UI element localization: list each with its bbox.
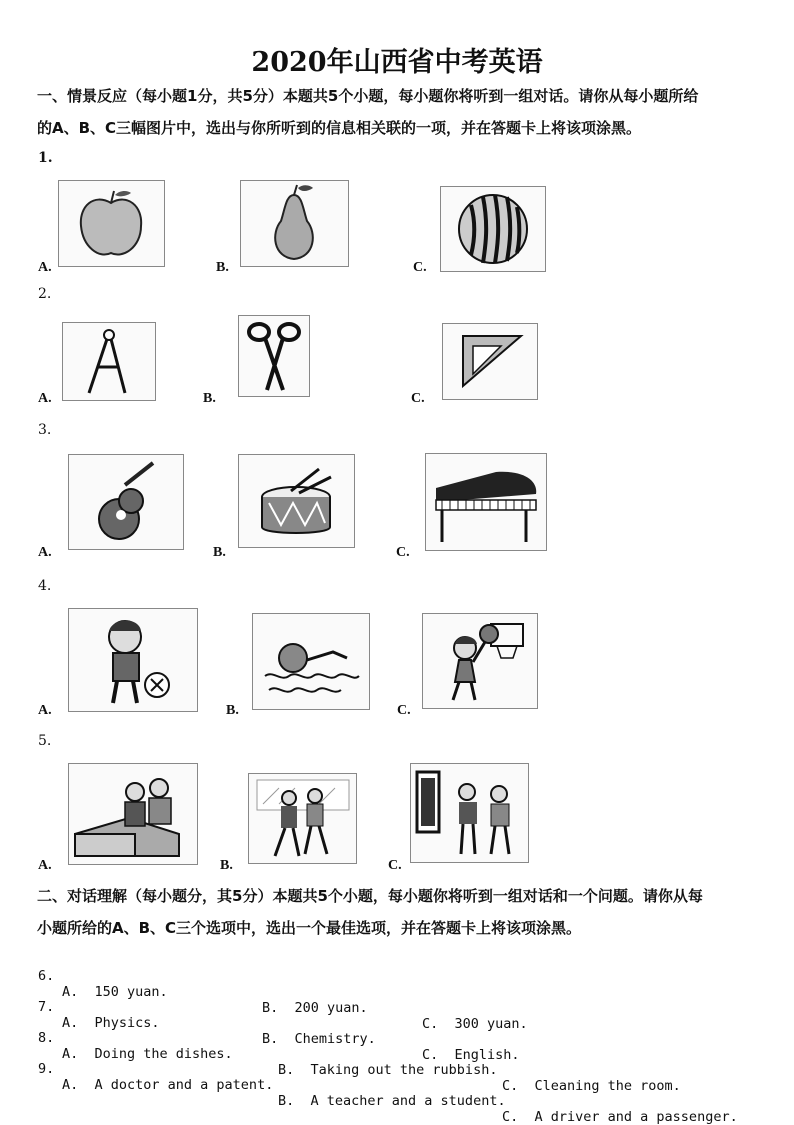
question-7-number: 7. — [38, 999, 55, 1015]
people-painting-icon — [410, 763, 529, 863]
question-5-option-a: A. — [38, 858, 52, 873]
scissors-icon — [238, 315, 310, 397]
swimming-boy-icon — [252, 613, 370, 710]
apple-icon — [58, 180, 165, 267]
basketball-girl-icon — [422, 613, 538, 709]
section1-instructions-line1: 一、情景反应（每小题1分，共5分）本题共5个小题，每小题你将听到一组对话。请你从每小题所给 — [37, 87, 699, 105]
question-9-option-c: C. A driver and a passenger. — [502, 1109, 738, 1125]
question-3-option-b: B. — [213, 545, 226, 560]
question-6-option-b: B. 200 yuan. — [262, 1000, 368, 1016]
watermelon-icon — [440, 186, 546, 272]
page-title: 2020年山西省中考英语 — [251, 47, 543, 78]
question-2-option-a: A. — [38, 391, 52, 406]
question-9-option-b: B. A teacher and a student. — [278, 1093, 506, 1109]
question-2-number: 2. — [38, 286, 52, 302]
question-5-number: 5. — [38, 733, 52, 749]
question-7-option-a: A. Physics. — [62, 1015, 160, 1031]
people-walking-icon — [248, 773, 357, 864]
question-8-option-a: A. Doing the dishes. — [62, 1046, 233, 1062]
section2-instructions — [37, 880, 761, 944]
section1-instructions-line2: 的A、B、C三幅图片中，选出与你所听到的信息相关联的一项，并在答题卡上将该项涂黑。 — [37, 119, 642, 137]
question-6-option-c: C. 300 yuan. — [422, 1016, 528, 1032]
question-1-option-b: B. — [216, 260, 229, 275]
question-7-option-c: C. English. — [422, 1047, 520, 1063]
question-4-option-a: A. — [38, 703, 52, 718]
football-boy-icon — [68, 608, 198, 712]
question-8-number: 8. — [38, 1030, 55, 1046]
question-6-number: 6. — [38, 968, 55, 984]
question-7-option-b: B. Chemistry. — [262, 1031, 376, 1047]
section2-instructions-line2: 小题所给的A、B、C三个选项中，选出一个最佳选项，并在答题卡上将该项涂黑。 — [37, 919, 582, 937]
question-2-option-b: B. — [203, 391, 216, 406]
question-8-option-c: C. Cleaning the room. — [502, 1078, 681, 1094]
question-4-number: 4. — [38, 578, 52, 594]
question-8-option-b: B. Taking out the rubbish. — [278, 1062, 498, 1078]
question-5-option-c: C. — [388, 858, 402, 873]
drum-icon — [238, 454, 355, 548]
question-4-option-c: C. — [397, 703, 411, 718]
question-1-option-a: A. — [38, 260, 52, 275]
question-6-option-a: A. 150 yuan. — [62, 984, 168, 1000]
guitar-icon — [68, 454, 184, 550]
compass-icon — [62, 322, 156, 401]
piano-icon — [425, 453, 547, 551]
pear-icon — [240, 180, 349, 267]
section1-instructions — [37, 80, 761, 144]
question-3-option-c: C. — [396, 545, 410, 560]
question-3-number: 3. — [38, 422, 52, 438]
question-9-option-a: A. A doctor and a patent. — [62, 1077, 274, 1093]
question-1-number: 1. — [38, 150, 53, 166]
question-1-option-c: C. — [413, 260, 427, 275]
question-2-option-c: C. — [411, 391, 425, 406]
question-9-number: 9. — [38, 1061, 55, 1077]
question-5-option-b: B. — [220, 858, 233, 873]
people-sofa-icon — [68, 763, 198, 865]
question-3-option-a: A. — [38, 545, 52, 560]
question-4-option-b: B. — [226, 703, 239, 718]
set-square-icon — [442, 323, 538, 400]
section2-instructions-line1: 二、对话理解（每小题分，其5分）本题共5个小题，每小题你将听到一组对话和一个问题。请你从每 — [37, 887, 703, 905]
